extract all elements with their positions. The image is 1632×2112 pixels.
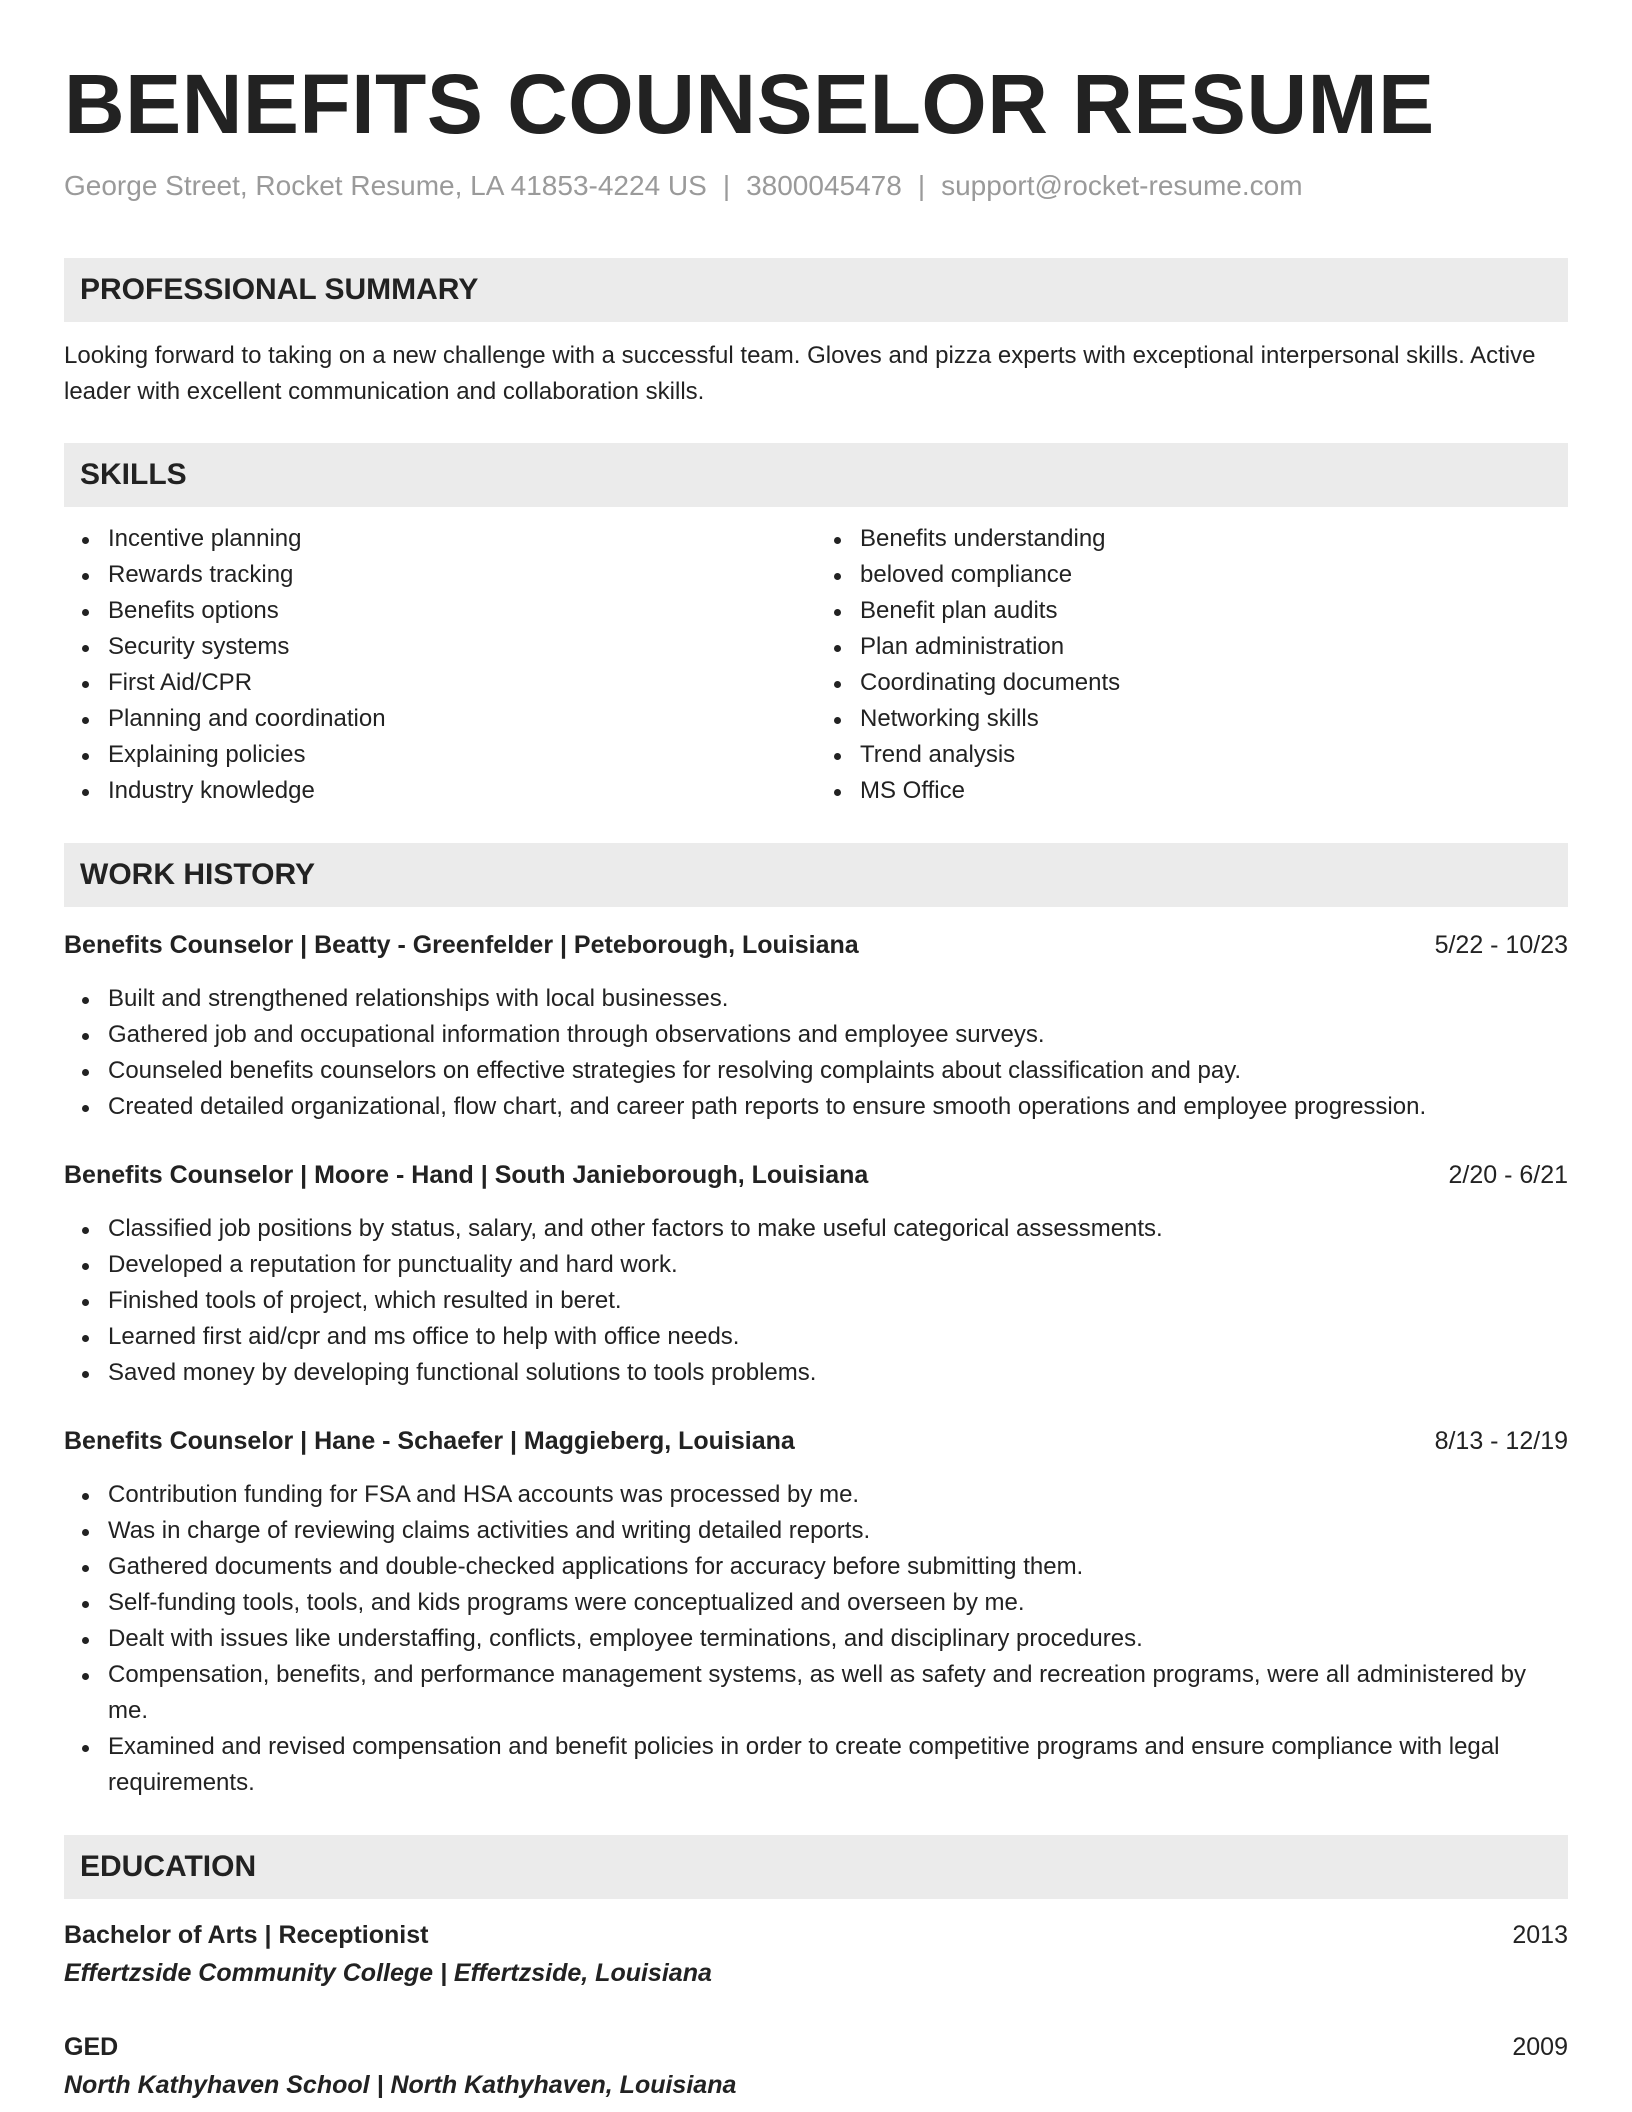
job-bullet: Counseled benefits counselors on effective strategies for resolving complaints about classification and pay. — [108, 1053, 1568, 1089]
job-bullet: Examined and revised compensation and benefit policies in order to create competitive programs and ensure compliance with legal requirements. — [108, 1729, 1568, 1801]
job-bullet: Classified job positions by status, salary, and other factors to make useful categorical assessments. — [108, 1211, 1568, 1247]
contact-separator: | — [917, 170, 926, 201]
skill-item: Rewards tracking — [108, 557, 816, 593]
job-bullets — [64, 981, 1568, 1125]
job-title: Benefits Counselor | Moore - Hand | South Janieborough, Louisiana — [64, 1161, 869, 1189]
education-school: Effertzside Community College | Effertzside, Louisiana — [64, 1959, 712, 1987]
skills-list — [64, 521, 1568, 809]
job-bullet: Self-funding tools, tools, and kids programs were conceptualized and overseen by me. — [108, 1585, 1568, 1621]
job-title: Benefits Counselor | Beatty - Greenfelder | Peteborough, Louisiana — [64, 931, 859, 959]
job-bullet: Created detailed organizational, flow chart, and career path reports to ensure smooth operations and employee progression. — [108, 1089, 1568, 1125]
skill-item: beloved compliance — [860, 557, 1568, 593]
job-dates: 5/22 - 10/23 — [1434, 931, 1568, 959]
skill-item: Benefits understanding — [860, 521, 1568, 557]
job-entry — [64, 927, 1568, 1125]
job-bullets — [64, 1211, 1568, 1391]
skill-item: Incentive planning — [108, 521, 816, 557]
job-bullet: Contribution funding for FSA and HSA accounts was processed by me. — [108, 1477, 1568, 1513]
contact-line — [64, 168, 1568, 204]
skill-item: Benefit plan audits — [860, 593, 1568, 629]
skill-item: Benefits options — [108, 593, 816, 629]
resume-title: BENEFITS COUNSELOR RESUME — [64, 57, 1435, 151]
job-bullet: Built and strengthened relationships with local businesses. — [108, 981, 1568, 1017]
skill-item: First Aid/CPR — [108, 665, 816, 701]
education-year: 2009 — [1512, 2033, 1568, 2061]
skill-item: Industry knowledge — [108, 773, 816, 809]
job-entry — [64, 1157, 1568, 1391]
summary-heading: PROFESSIONAL SUMMARY — [64, 258, 1568, 322]
job-bullet: Finished tools of project, which resulted in beret. — [108, 1283, 1568, 1319]
education-degree: GED — [64, 2033, 119, 2061]
job-bullet: Compensation, benefits, and performance management systems, as well as safety and recreation programs, were all administered by me. — [108, 1657, 1568, 1729]
skills-column-left — [64, 521, 816, 809]
education-heading: EDUCATION — [64, 1835, 1568, 1899]
job-bullet: Saved money by developing functional solutions to tools problems. — [108, 1355, 1568, 1391]
education-entry — [64, 1917, 1568, 1991]
skill-item: Explaining policies — [108, 737, 816, 773]
job-bullets — [64, 1477, 1568, 1801]
skill-item: Planning and coordination — [108, 701, 816, 737]
education-degree: Bachelor of Arts | Receptionist — [64, 1921, 429, 1949]
skill-item: Networking skills — [860, 701, 1568, 737]
skills-column-right — [816, 521, 1568, 809]
skill-item: Plan administration — [860, 629, 1568, 665]
education-entry — [64, 2029, 1568, 2103]
skills-heading: SKILLS — [64, 443, 1568, 507]
job-bullet: Dealt with issues like understaffing, conflicts, employee terminations, and disciplinary procedures. — [108, 1621, 1568, 1657]
skill-item: Coordinating documents — [860, 665, 1568, 701]
job-title: Benefits Counselor | Hane - Schaefer | Maggieberg, Louisiana — [64, 1427, 795, 1455]
contact-phone: 3800045478 — [746, 170, 902, 201]
job-bullet: Learned first aid/cpr and ms office to help with office needs. — [108, 1319, 1568, 1355]
skill-item: Trend analysis — [860, 737, 1568, 773]
summary-text: Looking forward to taking on a new challenge with a successful team. Gloves and pizza experts with exceptional interpersonal skills. Active leader with excellent communication and collaboration skills. — [64, 342, 1536, 405]
contact-email: support@rocket-resume.com — [941, 170, 1303, 201]
job-dates: 8/13 - 12/19 — [1434, 1427, 1568, 1455]
job-bullet: Was in charge of reviewing claims activities and writing detailed reports. — [108, 1513, 1568, 1549]
education-year: 2013 — [1512, 1921, 1568, 1949]
work-history-heading: WORK HISTORY — [64, 843, 1568, 907]
job-entry — [64, 1423, 1568, 1801]
job-bullet: Developed a reputation for punctuality and hard work. — [108, 1247, 1568, 1283]
education-school: North Kathyhaven School | North Kathyhaven, Louisiana — [64, 2071, 737, 2099]
contact-address: George Street, Rocket Resume, LA 41853-4224 US — [64, 170, 707, 201]
job-bullet: Gathered documents and double-checked applications for accuracy before submitting them. — [108, 1549, 1568, 1585]
contact-separator: | — [722, 170, 731, 201]
job-bullet: Gathered job and occupational information through observations and employee surveys. — [108, 1017, 1568, 1053]
skill-item: MS Office — [860, 773, 1568, 809]
skill-item: Security systems — [108, 629, 816, 665]
job-dates: 2/20 - 6/21 — [1448, 1161, 1568, 1189]
